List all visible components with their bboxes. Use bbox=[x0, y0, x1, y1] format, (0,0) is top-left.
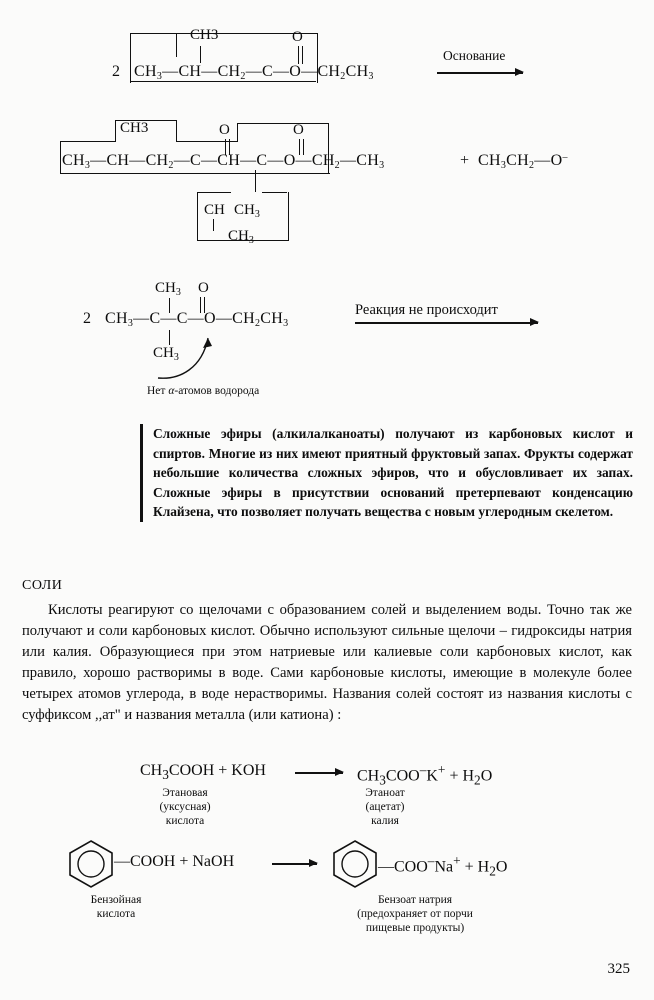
scheme2-branch-ch3-b: $CH_3$ bbox=[228, 228, 254, 246]
benzoic-right-caption bbox=[300, 893, 530, 935]
scheme2-chain: $CH_3—CH—CH_2—C—CH—C—O—CH_2—CH_3$ bbox=[62, 152, 385, 171]
section-paragraph-text: Кислоты реагируют со щелочами с образованием солей и выделением воды. Точно так же получают и соли карбоновых кислот. Обычно используют сильные щелочи – гидроксиды натрия или калия. Образующиеся при этом натриевые или калиевые соли карбоновых кислот, как правило, хорошо растворимы в воде. Сами карбоновые кислоты, имеющие в молекуле более четырех атомов углерода, в воде нерастворимы. Названия солей состоят из названия кислоты с суффиксом ,,ат" и названия металла (или катиона) : bbox=[22, 602, 632, 723]
scheme2-branch-top-l bbox=[197, 192, 231, 193]
scheme2-o-2: O bbox=[293, 122, 304, 138]
acetic-right-caption bbox=[330, 786, 440, 828]
scheme1-arrow-label: Основание bbox=[443, 48, 506, 63]
scheme2-frame-v3 bbox=[237, 123, 238, 142]
benzoic-left-caption-1: Бензойная bbox=[90, 894, 142, 906]
acetic-left-caption-2: (уксусная) bbox=[159, 801, 211, 813]
acetic-arrow bbox=[295, 772, 343, 774]
benzoic-left-caption bbox=[56, 893, 176, 921]
benzoic-left-caption-2: кислота bbox=[96, 908, 136, 920]
scheme3-pointer-arrow bbox=[150, 318, 280, 388]
scheme2-branch-bond2 bbox=[213, 219, 214, 231]
scheme2-frame-t4 bbox=[237, 123, 329, 124]
section-paragraph bbox=[22, 600, 632, 726]
acetic-left-caption bbox=[130, 786, 240, 828]
scheme3-ch3-top: $CH_3$ bbox=[155, 280, 181, 298]
page-number: 325 bbox=[607, 961, 630, 977]
scheme1-arrow bbox=[437, 72, 523, 74]
scheme2-branch-ch: CH bbox=[204, 202, 225, 218]
scheme3-arrow bbox=[355, 322, 538, 324]
scheme3-o-top: O bbox=[198, 280, 209, 296]
scheme1-top-ch3: CH3 bbox=[190, 27, 219, 43]
section-heading: СОЛИ bbox=[22, 578, 63, 593]
scheme2-o-1: O bbox=[219, 122, 230, 138]
scheme2-ethoxide: $CH_3CH_2—O^-$ bbox=[478, 152, 568, 171]
scheme2-frame-v1 bbox=[115, 120, 116, 142]
benzoic-right-caption-1: Бензоат натрия bbox=[377, 894, 453, 906]
scheme1-bracket-inner bbox=[176, 33, 177, 57]
scheme2-frame-b bbox=[60, 173, 330, 174]
scheme3-formula: $CH_3—C—C—O—CH_2CH_3$ bbox=[105, 310, 289, 329]
scheme1-ch3-bond bbox=[200, 46, 201, 63]
acetic-left: $CH_3COOH$ + KOH bbox=[140, 762, 266, 783]
acetic-right-caption-2: (ацетат) bbox=[365, 801, 405, 813]
scheme2-branch-bond bbox=[255, 170, 256, 192]
scheme1-coefficient: 2 bbox=[112, 63, 120, 80]
benzoic-arrow bbox=[272, 863, 317, 865]
scheme3-arrow-label: Реакция не происходит bbox=[355, 302, 498, 318]
scheme2-branch-ch3-a: $CH_3$ bbox=[234, 202, 260, 220]
benzene-ring-left-icon bbox=[66, 838, 116, 888]
callout-box: Сложные эфиры (алкилалканоаты) получают из карбоновых кислот и спиртов. Многие из них имеют приятный фруктовый запах. Фрукты содержат небольшие количества сложных эфиров, что и обусловливает их запах. Сложные эфиры в присутствии оснований претерпевают конденсацию Клайзена, что позволяет получать вещества с новым углеродным скелетом. bbox=[140, 424, 633, 522]
scheme1-carbonyl-o: O bbox=[292, 29, 303, 45]
scheme1-formula: $CH_3—CH—CH_2—C—O—CH_2CH_3$ bbox=[134, 63, 374, 82]
scheme2-frame-v2 bbox=[176, 120, 177, 142]
acetic-left-caption-1: Этановая bbox=[162, 787, 208, 799]
scheme1-double-bond-b bbox=[302, 46, 303, 64]
benzoic-right-caption-3: пищевые продукты) bbox=[365, 922, 465, 934]
acetic-right: $CH_3COO^-K^+ + H_2O$ bbox=[357, 762, 493, 788]
acetic-left-caption-3: кислота bbox=[165, 815, 205, 827]
scheme2-ch3: CH3 bbox=[120, 120, 149, 136]
benzene-ring-right-icon bbox=[330, 838, 380, 888]
scheme1-double-bond-a bbox=[298, 46, 299, 64]
scheme2-frame-t1 bbox=[60, 141, 116, 142]
scheme3-note: Нет α-атомов водорода bbox=[147, 385, 260, 397]
scheme3-ch3-bottom: $CH_3$ bbox=[153, 345, 179, 363]
scheme2-branch-top-r bbox=[262, 192, 287, 193]
benzoic-right: —COO–Na+ + $H_2O$ bbox=[378, 853, 508, 879]
acetic-right-caption-1: Этаноат bbox=[365, 787, 405, 799]
benzoic-left: —COOH + NaOH bbox=[114, 853, 235, 870]
acetic-right-caption-3: калия bbox=[371, 815, 399, 827]
benzoic-right-caption-2: (предохраняет от порчи bbox=[357, 908, 473, 920]
scheme2-plus: + bbox=[460, 152, 470, 169]
scheme3-coefficient: 2 bbox=[83, 310, 91, 327]
